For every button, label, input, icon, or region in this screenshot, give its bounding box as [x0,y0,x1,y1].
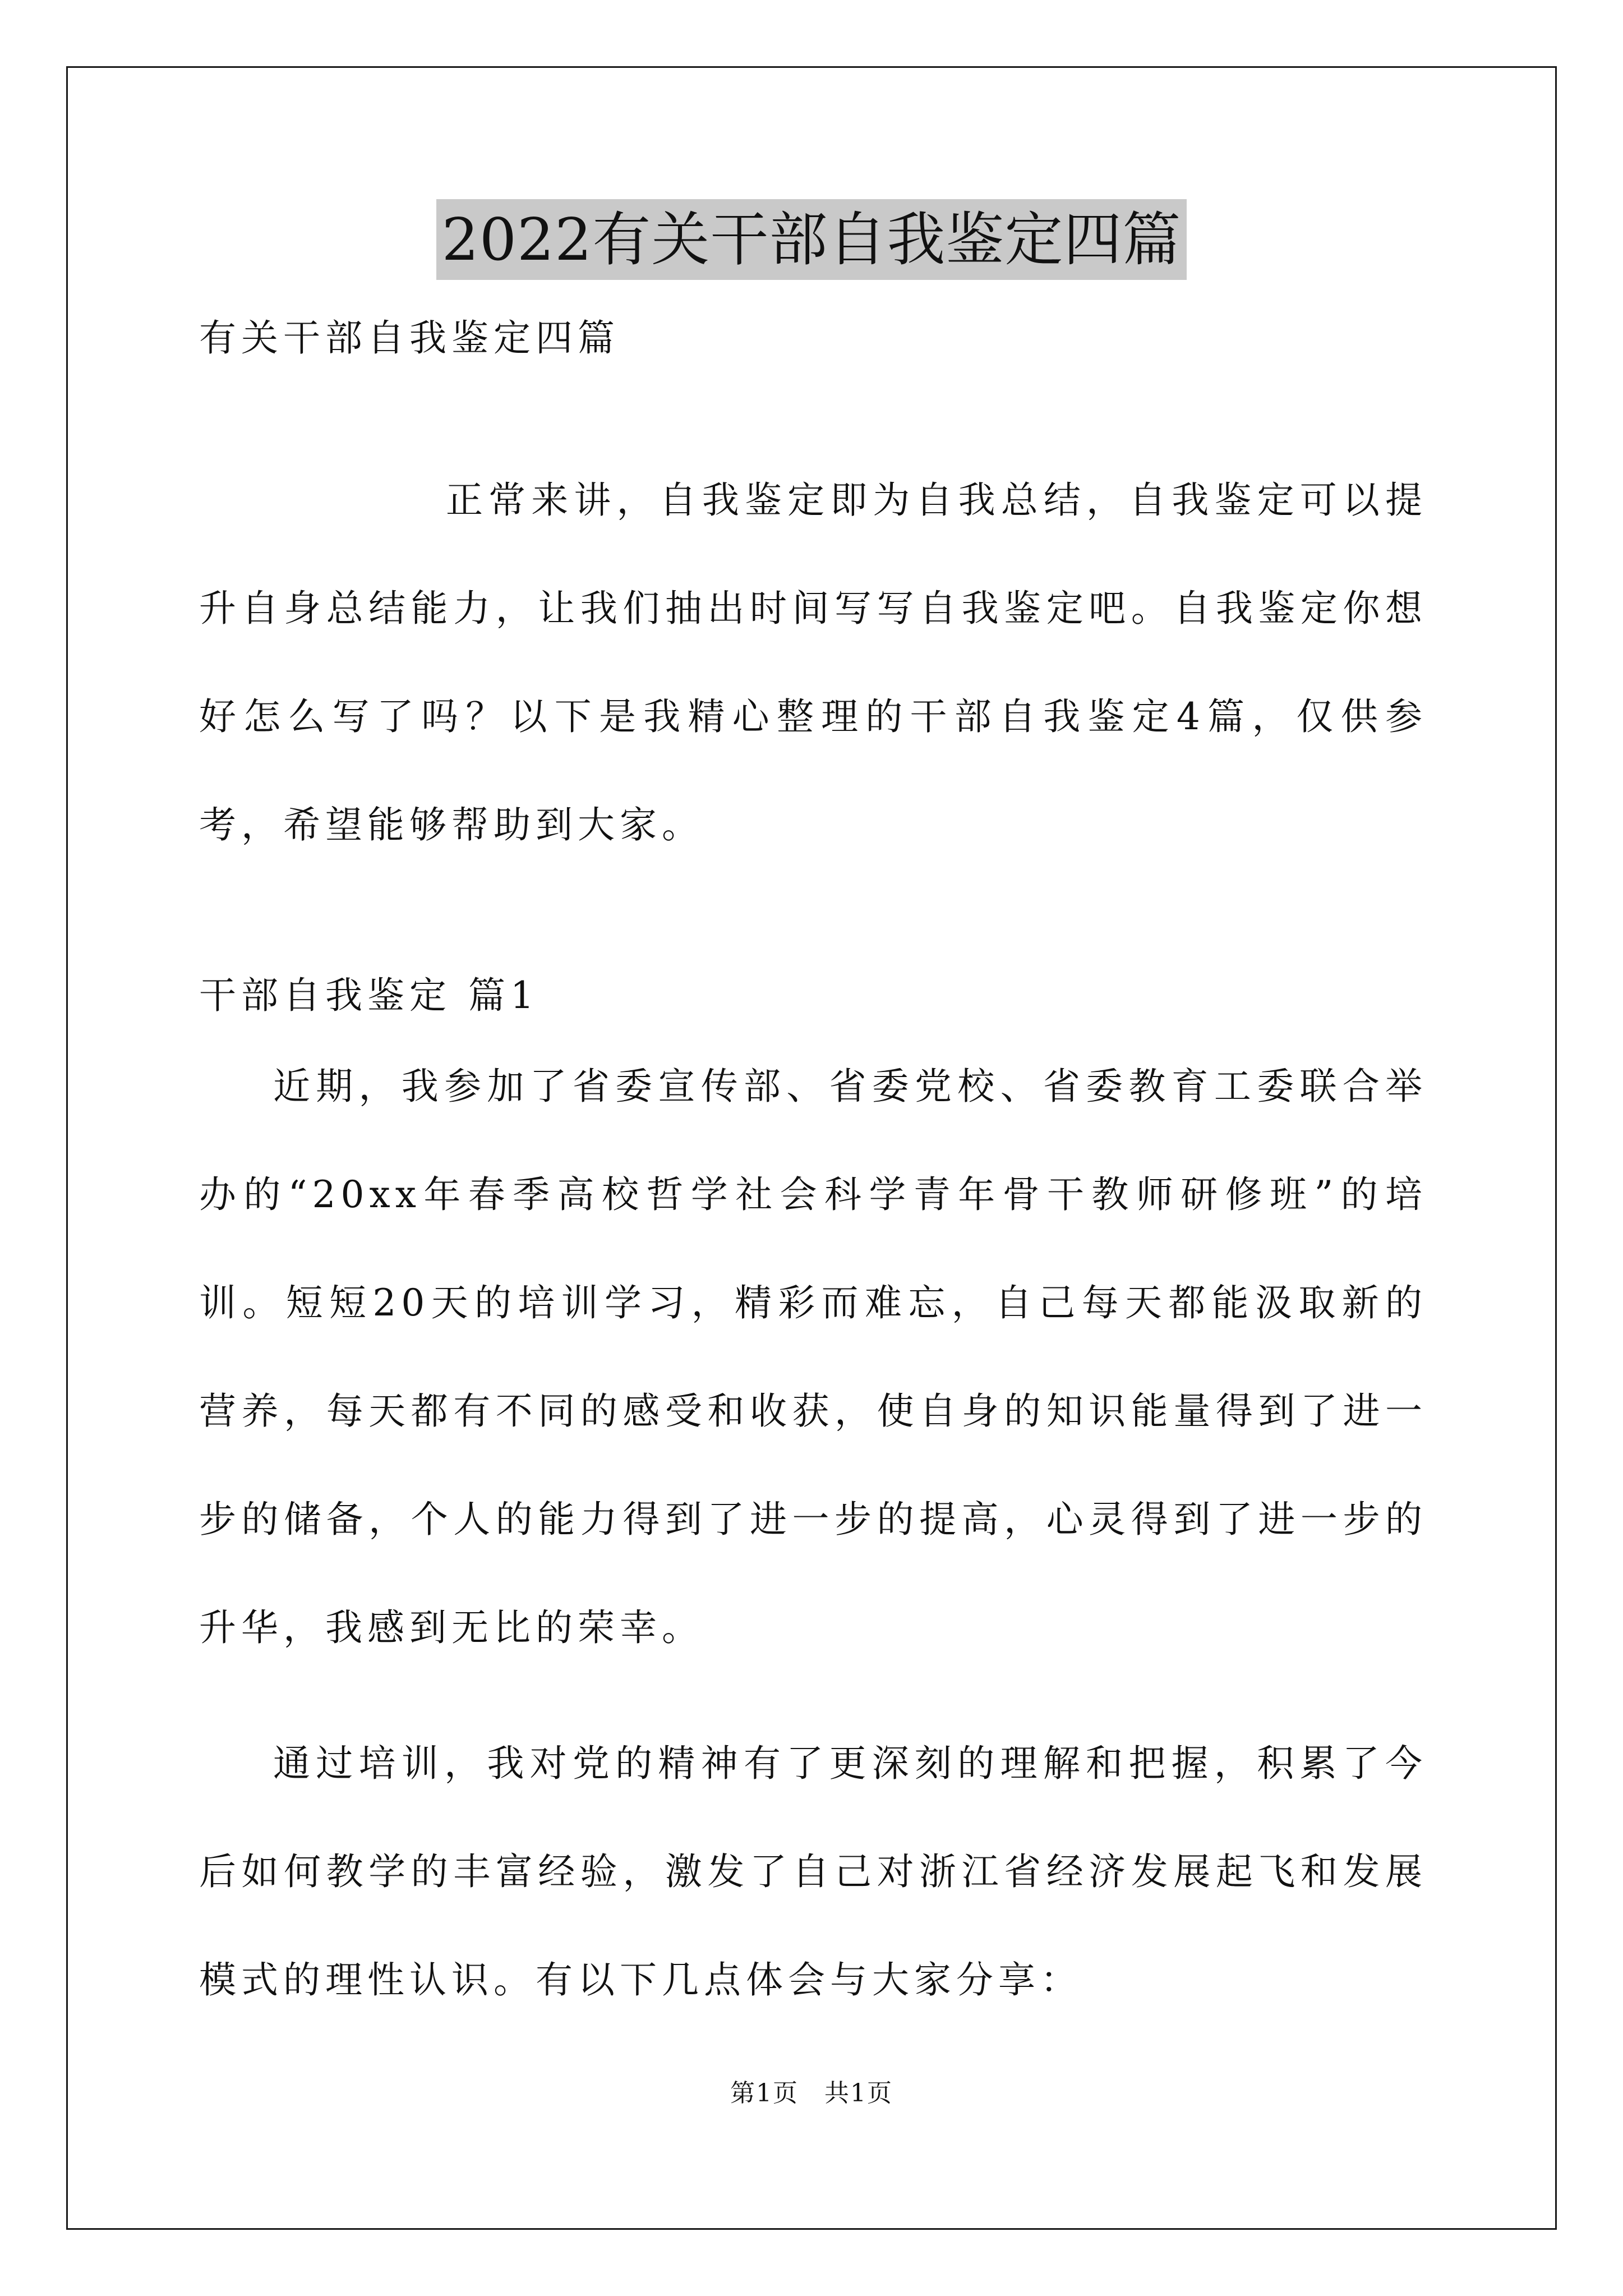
title-container [0,199,1623,280]
document-title: 2022有关干部自我鉴定四篇 [436,199,1187,280]
page-footer: 第1页 共1页 [730,2079,893,2108]
document-subtitle: 有关干部自我鉴定四篇 [199,316,620,360]
intro-paragraph: 正常来讲，自我鉴定即为自我总结，自我鉴定可以提升自身总结能力，让我们抽出时间写写自我鉴定吧。自我鉴定你想好怎么写了吗？以下是我精心整理的干部自我鉴定4篇，仅供参考，希望能够帮助到大家。 [199,478,1427,846]
body-paragraph-2: 通过培训，我对党的精神有了更深刻的理解和把握，积累了今后如何教学的丰富经验，激发了自己对浙江省经济发展起飞和发展模式的理性认识。有以下几点体会与大家分享： [199,1742,1427,2001]
section-heading: 干部自我鉴定 篇1 [199,974,539,1017]
body-paragraph-1: 近期，我参加了省委宣传部、省委党校、省委教育工委联合举办的“20xx年春季高校哲学社会科学青年骨干教师研修班”的培训。短短20天的培训学习，精彩而难忘，自己每天都能汲取新的营养，每天都有不同的感受和收获，使自身的知识能量得到了进一步的储备，个人的能力得到了进一步的提高，心灵得到了进一步的升华，我感到无比的荣幸。 [199,1065,1427,1649]
